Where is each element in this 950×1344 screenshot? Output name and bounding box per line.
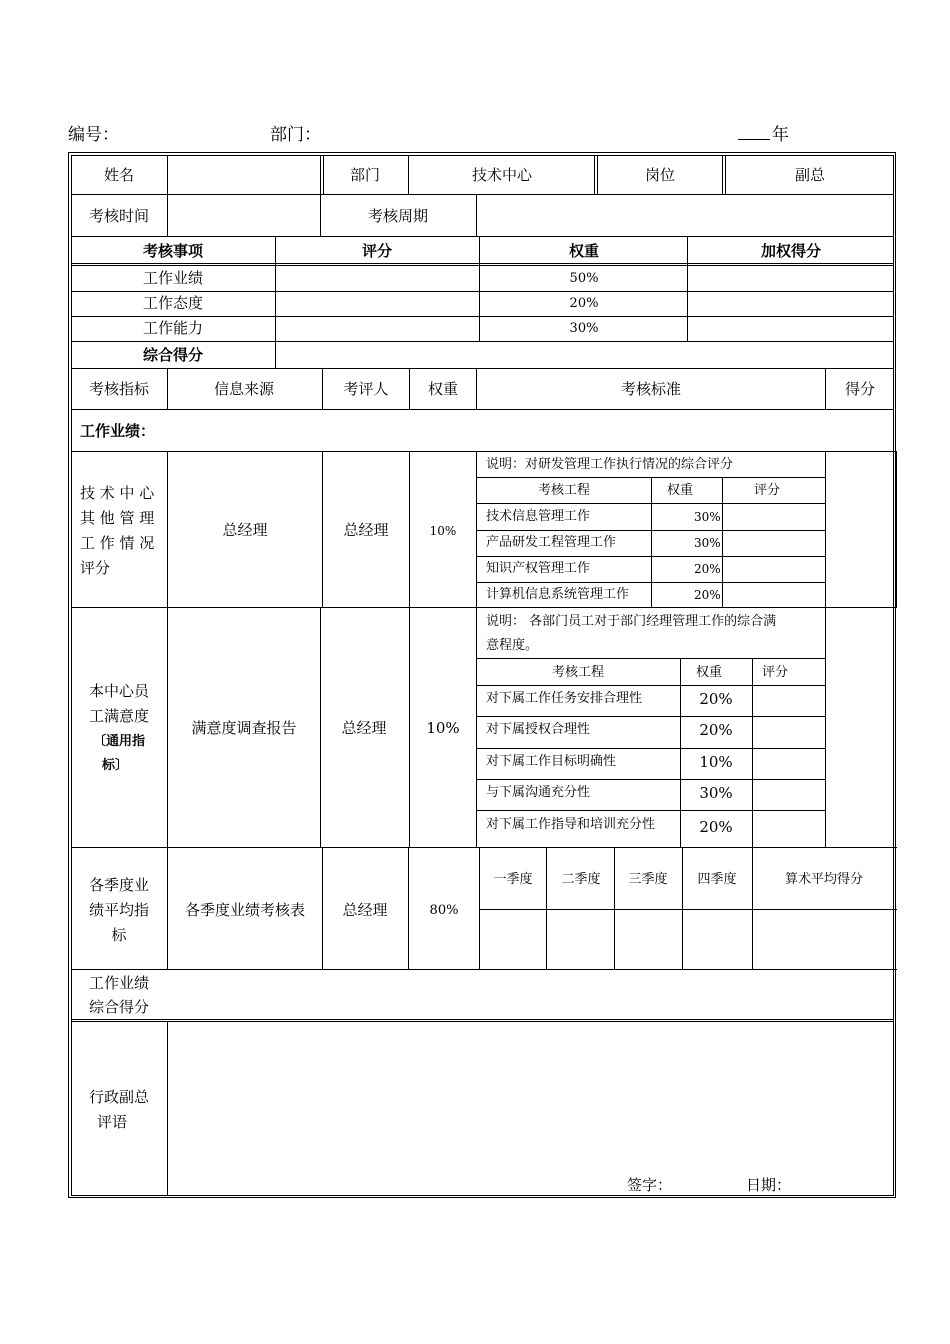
year-blank xyxy=(738,123,770,140)
indicator3-name-line: 标 xyxy=(111,926,127,944)
indicator2-note-line2: 意程度。 xyxy=(486,638,539,653)
summary-item-name: 工作能力 xyxy=(142,319,204,337)
indicator1-item-weight: 20% xyxy=(694,588,721,602)
detail-header-source: 信息来源 xyxy=(213,380,275,398)
summary-item-name: 工作业绩 xyxy=(142,269,204,287)
indicator1-item-weight: 20% xyxy=(694,562,721,576)
comments-label-line: 评语 xyxy=(96,1113,128,1131)
indicator2-item-name: 对下属工作任务安排合理性 xyxy=(486,691,643,706)
indicator2-sub-header-item: 考核工程 xyxy=(551,665,605,680)
assessment-time-cell[interactable] xyxy=(169,197,319,235)
indicator2-name-line1: 本中心员 xyxy=(88,682,150,700)
summary-header-weight: 权重 xyxy=(568,242,600,260)
indicator2-item-weight: 10% xyxy=(699,753,733,771)
indicator1-name-line: 评分 xyxy=(80,559,111,577)
indicator2-tag-line1: 〔通用指 xyxy=(92,734,146,749)
indicator1-weight: 10% xyxy=(429,524,457,538)
detail-header-weight: 权重 xyxy=(427,380,459,398)
indicator1-item-name: 计算机信息系统管理工作 xyxy=(486,587,630,602)
indicator1-item-name: 技术信息管理工作 xyxy=(486,509,591,524)
indicator2-item-name: 与下属沟通充分性 xyxy=(486,785,591,800)
indicator2-item-name: 对下属工作目标明确性 xyxy=(486,754,617,769)
performance-total-label-line: 工作业绩 xyxy=(88,974,150,992)
indicator3-evaluator: 总经理 xyxy=(342,901,388,919)
indicator1-item-name: 知识产权管理工作 xyxy=(486,561,591,576)
indicator1-source: 总经理 xyxy=(222,521,268,539)
indicator1-sub-header-item: 考核工程 xyxy=(537,483,591,498)
summary-item-weight: 30% xyxy=(569,321,599,336)
date-label: 日期： xyxy=(746,1176,792,1194)
indicator1-item-name: 产品研发工程管理工作 xyxy=(486,535,617,550)
comments-input-area[interactable] xyxy=(169,1024,892,1174)
indicator2-weight: 10% xyxy=(426,719,460,737)
indicator2-sub-header-weight: 权重 xyxy=(695,665,723,680)
performance-total-label-line: 综合得分 xyxy=(88,998,150,1016)
indicator2-item-weight: 20% xyxy=(699,818,733,836)
year-field[interactable] xyxy=(738,120,789,145)
comments-label-line: 行政副总 xyxy=(88,1088,150,1106)
indicator3-name-line: 绩平均指 xyxy=(88,901,150,919)
indicator2-item-weight: 30% xyxy=(699,784,733,802)
indicator2-item-name: 对下属授权合理性 xyxy=(486,722,591,737)
indicator1-name xyxy=(80,481,154,581)
document-number-label: 编号： xyxy=(68,125,119,145)
position-label: 岗位 xyxy=(644,166,676,184)
quarter-header: 四季度 xyxy=(697,872,737,887)
quarter-header: 二季度 xyxy=(561,872,601,887)
quarter-header: 三季度 xyxy=(628,872,668,887)
assessment-time-label: 考核时间 xyxy=(88,207,150,225)
indicator1-name-line: 其 他 管 理 xyxy=(80,509,155,527)
summary-item-weight: 50% xyxy=(569,271,599,286)
indicator3-name-line: 各季度业 xyxy=(88,876,150,894)
section-title-performance: 工作业绩： xyxy=(80,422,156,440)
indicator2-item-weight: 20% xyxy=(699,721,733,739)
assessment-period-label: 考核周期 xyxy=(367,207,429,225)
performance-total-cell[interactable] xyxy=(169,971,892,1017)
department-label: 部门： xyxy=(270,125,321,145)
average-score-header: 算术平均得分 xyxy=(784,872,864,887)
indicator2-tag-line2: 标〕 xyxy=(101,758,129,773)
year-label: 年 xyxy=(772,125,789,145)
name-value-cell[interactable] xyxy=(169,157,319,193)
quarter-header: 一季度 xyxy=(493,872,533,887)
summary-header-item: 考核事项 xyxy=(142,242,204,260)
indicator2-source: 满意度调查报告 xyxy=(191,719,297,737)
detail-header-indicator: 考核指标 xyxy=(88,380,150,398)
indicator1-note: 说明：对研发管理工作执行情况的综合评分 xyxy=(486,457,734,472)
detail-header-score: 得分 xyxy=(844,380,876,398)
name-label: 姓名 xyxy=(103,166,135,184)
indicator1-sub-header-weight: 权重 xyxy=(666,483,694,498)
indicator1-name-line: 技 术 中 心 xyxy=(80,484,155,502)
indicator1-evaluator: 总经理 xyxy=(343,521,389,539)
indicator3-weight: 80% xyxy=(429,903,459,918)
indicator2-sub-header-score: 评分 xyxy=(762,665,789,680)
indicator2-evaluator: 总经理 xyxy=(341,719,387,737)
position-value: 副总 xyxy=(794,166,826,184)
indicator1-sub-header-score: 评分 xyxy=(753,483,781,498)
department-field-label: 部门 xyxy=(349,166,381,184)
summary-item-name: 工作态度 xyxy=(142,294,204,312)
summary-item-weight: 20% xyxy=(569,296,599,311)
detail-header-standard: 考核标准 xyxy=(620,380,682,398)
assessment-period-cell[interactable] xyxy=(478,197,892,235)
department-value: 技术中心 xyxy=(471,166,533,184)
indicator3-source: 各季度业绩考核表 xyxy=(184,901,306,919)
indicator1-item-weight: 30% xyxy=(694,536,721,550)
indicator2-note-line1: 说明： 各部门员工对于部门经理管理工作的综合满 xyxy=(486,614,777,629)
detail-header-evaluator: 考评人 xyxy=(343,380,389,398)
indicator1-item-weight: 30% xyxy=(694,510,721,524)
indicator2-item-name: 对下属工作指导和培训充分性 xyxy=(486,817,656,832)
summary-header-weighted: 加权得分 xyxy=(760,242,822,260)
signature-label: 签字： xyxy=(627,1176,673,1194)
summary-total-label: 综合得分 xyxy=(142,346,204,364)
indicator2-name-line2: 工满意度 xyxy=(88,707,150,725)
indicator1-name-line: 工 作 情 况 xyxy=(80,534,155,552)
summary-header-score: 评分 xyxy=(361,242,393,260)
indicator2-item-weight: 20% xyxy=(699,690,733,708)
